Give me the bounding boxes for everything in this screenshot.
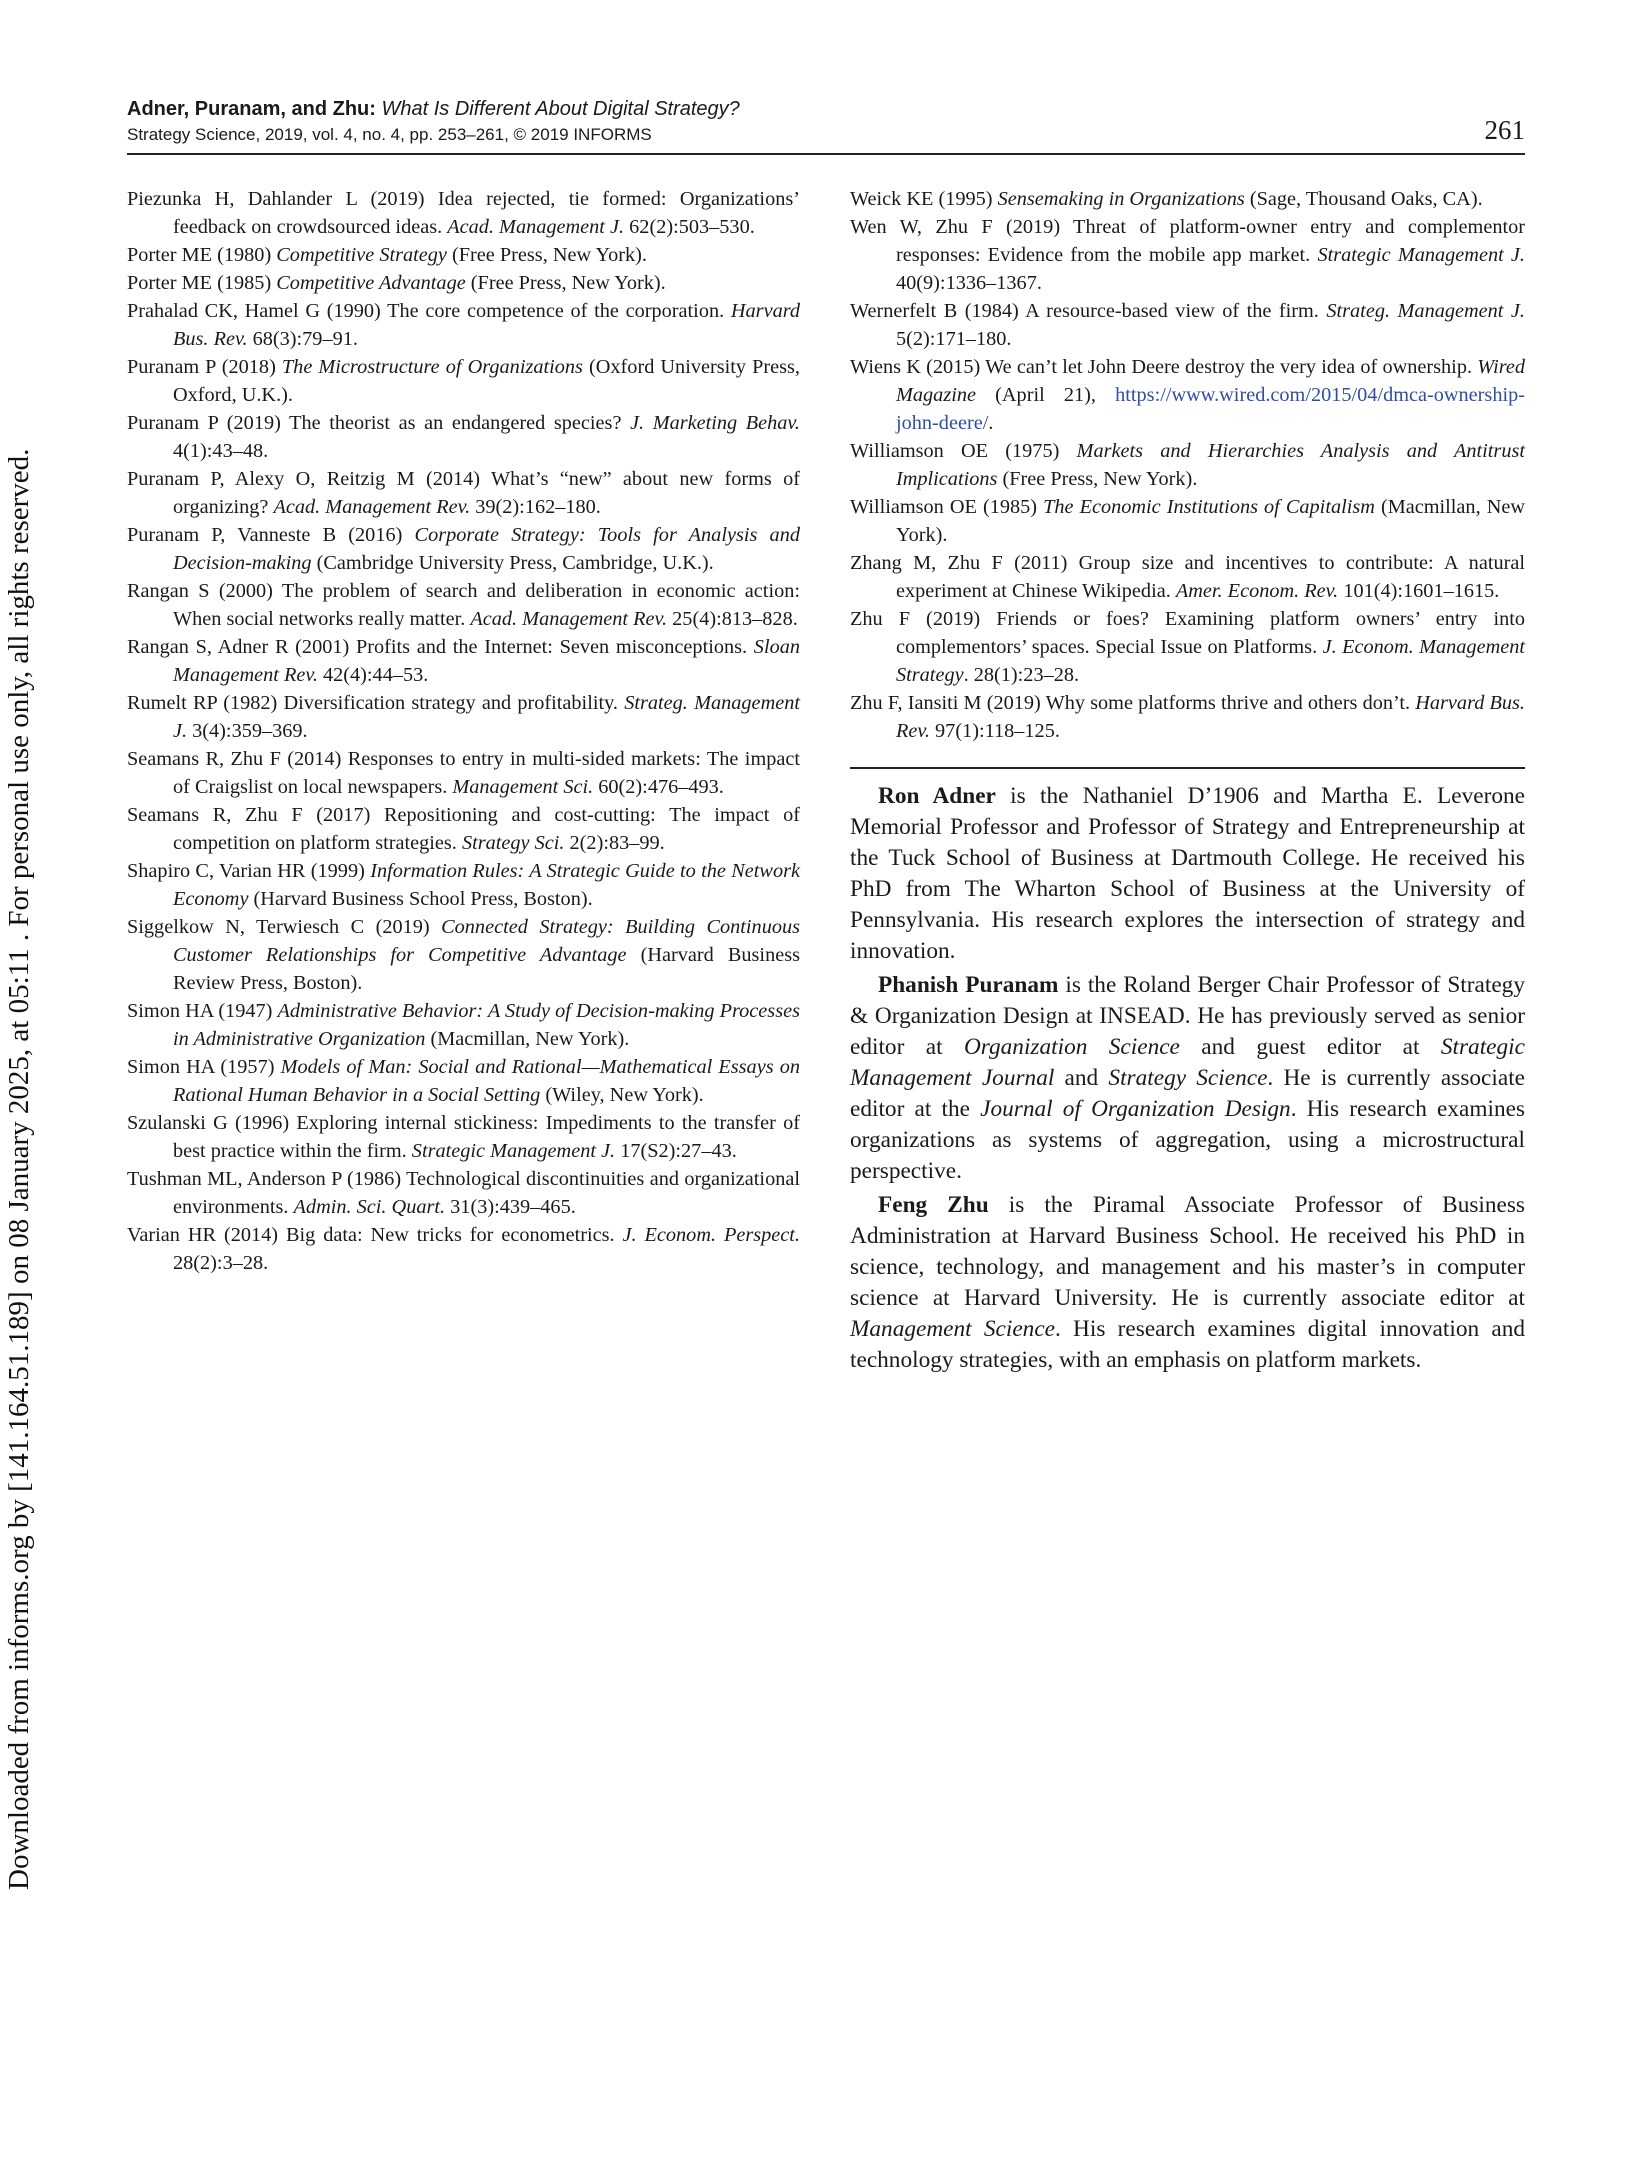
header-title-line (127, 97, 740, 121)
left-column (127, 185, 800, 1277)
reference-item: Seamans R, Zhu F (2017) Repositioning and cost-cutting: The impact of competition on platform strategies. Strategy Sci. 2(2):83–99. (127, 804, 800, 854)
reference-item: Varian HR (2014) Big data: New tricks for econometrics. J. Econom. Perspect. 28(2):3–28. (127, 1224, 800, 1274)
reference-item: Shapiro C, Varian HR (1999) Information Rules: A Strategic Guide to the Network Economy (Harvard Business School Press, Boston). (127, 860, 800, 910)
page-number: 261 (1484, 115, 1525, 145)
reference-item: Szulanski G (1996) Exploring internal stickiness: Impediments to the transfer of best practice within the firm. Strategic Management J. 17(S2):27–43. (127, 1112, 800, 1162)
reference-item: Simon HA (1947) Administrative Behavior: A Study of Decision-making Processes in Administrative Organization (Macmillan, New York). (127, 1000, 800, 1050)
bio-puranam: Phanish Puranam is the Roland Berger Chair Professor of Strategy & Organization Design at INSEAD. He has previously served as senior editor at Organization Science and guest editor at Strategic Management Journal and Strategy Science. He is currently associate editor at the Journal of Organization Design. His research examines organizations as systems of aggregation, using a microstructural perspective. (850, 972, 1526, 1184)
reference-item: Seamans R, Zhu F (2014) Responses to entry in multi-sided markets: The impact of Craigslist on local newspapers. Management Sci. 60(2):476–493. (127, 748, 800, 798)
reference-item: Piezunka H, Dahlander L (2019) Idea rejected, tie formed: Organizations’ feedback on crowdsourced ideas. Acad. Management J. 62(2):503–530. (127, 188, 800, 238)
reference-item: Zhu F (2019) Friends or foes? Examining platform owners’ entry into complementors’ spaces. Special Issue on Platforms. J. Econom. Management Strategy. 28(1):23–28. (850, 608, 1525, 686)
bio-name: Feng Zhu (878, 1192, 989, 1218)
bio-name: Ron Adner (878, 783, 996, 809)
reference-item: Tushman ML, Anderson P (1986) Technological discontinuities and organizational environments. Admin. Sci. Quart. 31(3):439–465. (127, 1168, 800, 1218)
running-header (127, 95, 1525, 155)
reference-url-link[interactable]: https://www.wired.com/2015/04/dmca-ownership-john-deere/ (896, 384, 1525, 434)
reference-list-right (850, 185, 1525, 745)
author-bios (850, 781, 1525, 1376)
reference-item: Puranam P (2019) The theorist as an endangered species? J. Marketing Behav. 4(1):43–48. (127, 412, 800, 462)
reference-item: Weick KE (1995) Sensemaking in Organizations (Sage, Thousand Oaks, CA). (850, 188, 1483, 210)
reference-list-left (127, 185, 800, 1277)
reference-item: Puranam P, Vanneste B (2016) Corporate Strategy: Tools for Analysis and Decision-making (Cambridge University Press, Cambridge, U.K.). (127, 524, 800, 574)
reference-item: Zhang M, Zhu F (2011) Group size and incentives to contribute: A natural experiment at Chinese Wikipedia. Amer. Econom. Rev. 101(4):1601–1615. (850, 552, 1525, 602)
reference-item: Rangan S (2000) The problem of search and deliberation in economic action: When social networks really matter. Acad. Management Rev. 25(4):813–828. (127, 580, 800, 630)
reference-item: Wernerfelt B (1984) A resource-based view of the firm. Strateg. Management J. 5(2):171–180. (850, 300, 1525, 350)
reference-item: Williamson OE (1985) The Economic Institutions of Capitalism (Macmillan, New York). (850, 496, 1525, 546)
reference-item: Zhu F, Iansiti M (2019) Why some platforms thrive and others don’t. Harvard Bus. Rev. 97(1):118–125. (850, 692, 1525, 742)
reference-item: Siggelkow N, Terwiesch C (2019) Connected Strategy: Building Continuous Customer Relationships for Competitive Advantage (Harvard Business Review Press, Boston). (127, 916, 801, 994)
reference-item: Rangan S, Adner R (2001) Profits and the Internet: Seven misconceptions. Sloan Management Rev. 42(4):44–53. (127, 636, 800, 686)
reference-item: Prahalad CK, Hamel G (1990) The core competence of the corporation. Harvard Bus. Rev. 68(3):79–91. (127, 300, 800, 350)
header-authors: Adner, Puranam, and Zhu: (127, 98, 376, 120)
header-article-title: What Is Different About Digital Strategy? (381, 98, 740, 120)
reference-item: Puranam P (2018) The Microstructure of Organizations (Oxford University Press, Oxford, U.K.). (127, 356, 800, 406)
header-journal-line: Strategy Science, 2019, vol. 4, no. 4, pp. 253–261, © 2019 INFORMS (127, 125, 652, 144)
reference-item: Wen W, Zhu F (2019) Threat of platform-owner entry and complementor responses: Evidence from the mobile app market. Strategic Management J. 40(9):1336–1367. (850, 216, 1525, 294)
bio-adner: Ron Adner is the Nathaniel D’1906 and Martha E. Leverone Memorial Professor and Professor of Strategy and Entrepreneurship at the Tuck School of Business at Dartmouth College. He received his PhD from The Wharton School of Business at the University of Pennsylvania. His research explores the intersection of strategy and innovation. (850, 783, 1525, 964)
reference-item: Rumelt RP (1982) Diversification strategy and profitability. Strateg. Management J. 3(4):359–369. (127, 692, 800, 742)
right-column (850, 185, 1525, 1379)
reference-item: Williamson OE (1975) Markets and Hierarchies Analysis and Antitrust Implications (Free Press, New York). (850, 440, 1525, 490)
bio-name: Phanish Puranam (878, 972, 1059, 998)
bio-zhu: Feng Zhu is the Piramal Associate Professor of Business Administration at Harvard Business School. He received his PhD in science, technology, and management and his master’s in computer science at Harvard University. He is currently associate editor at Management Science. His research examines digital innovation and technology strategies, with an emphasis on platform markets. (850, 1192, 1526, 1373)
reference-item: Puranam P, Alexy O, Reitzig M (2014) What’s “new” about new forms of organizing? Acad. Management Rev. 39(2):162–180. (127, 468, 800, 518)
reference-item: Wiens K (2015) We can’t let John Deere destroy the very idea of ownership. Wired Magazine (April 21), https://www.wired.com/2015/04/dmca-ownership-john-deere/. (850, 356, 1525, 434)
reference-item: Simon HA (1957) Models of Man: Social and Rational—Mathematical Essays on Rational Human Behavior in a Social Setting (Wiley, New York). (127, 1056, 800, 1106)
section-divider (850, 767, 1525, 769)
reference-item: Porter ME (1980) Competitive Strategy (Free Press, New York). (127, 244, 647, 266)
download-notice: Downloaded from informs.org by [141.164.51.189] on 08 January 2025, at 05:11 . For personal use only, all rights reserved. (3, 448, 35, 1890)
reference-item: Porter ME (1985) Competitive Advantage (Free Press, New York). (127, 272, 666, 294)
